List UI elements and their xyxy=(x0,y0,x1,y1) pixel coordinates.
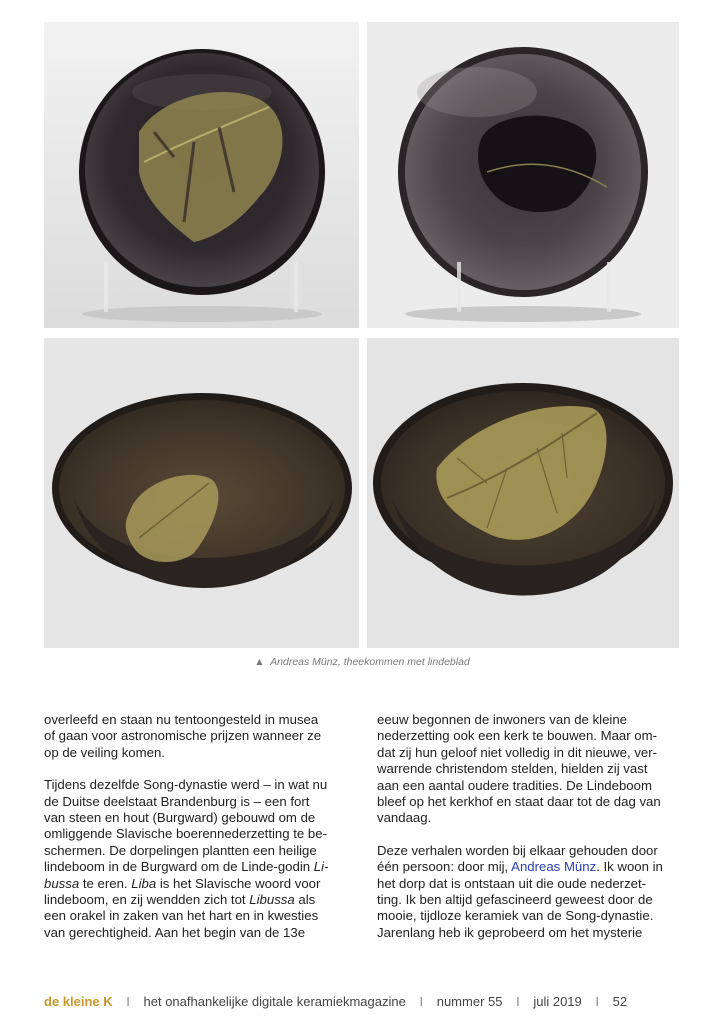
separator: I xyxy=(419,994,424,1009)
photo-bowl-1 xyxy=(44,22,359,328)
text-line: Deze verhalen worden bij elkaar gehouden door xyxy=(377,842,658,858)
text-line: schermen. De dorpelingen plantten een heilige xyxy=(44,842,317,858)
page-footer xyxy=(44,994,680,1009)
italic-run: bussa xyxy=(44,875,80,891)
issue-number: nummer 55 xyxy=(436,994,503,1009)
text-line: op de veiling komen. xyxy=(44,744,165,760)
text-line: ting. Ik ben altijd gefascineerd geweest door de xyxy=(377,892,653,908)
text-line: de Duitse deelstaat Brandenburg is – een fort xyxy=(44,793,310,809)
text-line: eeuw begonnen de inwoners van de kleine xyxy=(377,712,628,727)
text-line: het dorp dat is ontstaan uit die oude nederzet- xyxy=(377,875,647,891)
text-run: lindeboom in de Burgward om de Linde-godin xyxy=(44,859,314,875)
text-run: één persoon: door mij, xyxy=(377,859,512,875)
photo-bowl-4 xyxy=(367,338,679,648)
text-line xyxy=(44,876,344,892)
italic-run: Libussa xyxy=(249,892,295,908)
text-line: van steen en hout (Burgward) gebouwd om de xyxy=(44,810,316,826)
magazine-description: het onafhankelijke digitale keramiekmagazine xyxy=(143,994,406,1009)
right-paragraph-1 xyxy=(377,712,683,827)
text-line: omliggende Slavische boerennederzetting te be- xyxy=(44,826,327,842)
separator: I xyxy=(595,994,600,1009)
text-run: . Ik woon in xyxy=(596,859,663,875)
issue-date: juli 2019 xyxy=(533,994,582,1009)
text-line xyxy=(44,859,344,875)
italic-run: Liba xyxy=(131,875,157,891)
text-line: Tijdens dezelfde Song-dynastie werd – in wat nu xyxy=(44,777,328,793)
right-column xyxy=(377,712,683,941)
author-link[interactable]: Andreas Münz xyxy=(511,859,597,875)
text-line: aan een aantal oudere tradities. De Lindeboom xyxy=(377,777,652,793)
magazine-brand: de kleine K xyxy=(44,994,113,1009)
left-paragraph-2 xyxy=(44,777,344,941)
text-run: is het Slavische woord voor xyxy=(156,875,321,891)
text-line: mooie, tijdloze keramiek van de Song-dynastie. xyxy=(377,908,654,924)
separator: I xyxy=(516,994,520,1009)
separator: I xyxy=(126,994,130,1009)
photo-bowl-2 xyxy=(367,22,679,328)
text-line xyxy=(44,892,344,908)
right-paragraph-2 xyxy=(377,843,683,941)
text-line: van gerechtigheid. Aan het begin van de 13e xyxy=(44,924,306,940)
left-paragraph-1 xyxy=(44,712,344,761)
text-line: een orakel in zaken van het hart en in kwesties xyxy=(44,908,319,924)
text-run: te eren. xyxy=(79,875,132,891)
text-line: vandaag. xyxy=(377,810,432,826)
left-column xyxy=(44,712,344,941)
text-line: of gaan voor astronomische prijzen wanneer ze xyxy=(44,728,322,744)
text-line: warrende christendom stelden, hielden zij vast xyxy=(377,761,648,777)
photo-caption xyxy=(0,656,724,668)
photo-bowl-3 xyxy=(44,338,359,648)
text-line xyxy=(377,859,683,875)
text-line: bleef op het kerkhof en staat daar tot de dag van xyxy=(377,794,661,810)
text-line: dat zij hun geloof niet volledig in dit nieuwe, ver- xyxy=(377,744,658,760)
page-number: 52 xyxy=(612,994,628,1009)
text-line: nederzetting ook een kerk te bouwen. Maar om- xyxy=(377,728,658,744)
text-run: lindeboom, en zij wendden zich tot xyxy=(44,892,250,908)
text-line: overleefd en staan nu tentoongesteld in musea xyxy=(44,712,319,727)
text-run: als xyxy=(294,892,316,908)
triangle-marker-icon: ▲ xyxy=(254,656,265,668)
caption-text: Andreas Münz, theekommen met lindeblad xyxy=(270,656,470,668)
text-line: Jarenlang heb ik geprobeerd om het mysterie xyxy=(377,924,643,940)
italic-run: Li- xyxy=(313,859,329,875)
